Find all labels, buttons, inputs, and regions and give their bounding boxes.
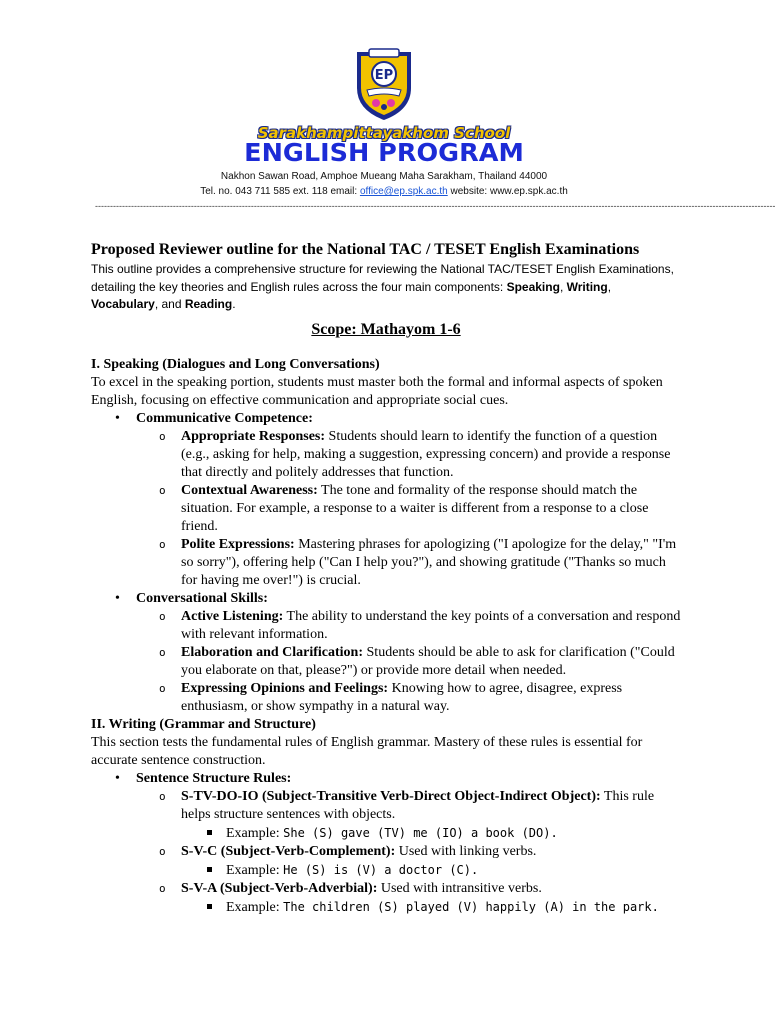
speaking-heading: I. Speaking (Dialogues and Long Conversations) bbox=[91, 356, 380, 372]
intro-comma: , bbox=[559, 279, 567, 294]
item-text: Mastering phrases for apologizing ("I apologize for the delay," "I'm so sorry"), offering help ("Can I help you?"), and showing gratitude ("Thanks so much for having me over!") is crucial. bbox=[181, 536, 677, 588]
item-term: Active Listening: bbox=[181, 608, 284, 624]
rule-text: Used with linking verbs. bbox=[395, 843, 537, 859]
writing-intro: This section tests the fundamental rules of English grammar. Mastery of these rules is essential for accurate sentence construction. bbox=[91, 734, 643, 768]
list-item bbox=[136, 843, 681, 880]
item-term: Polite Expressions: bbox=[181, 536, 295, 552]
speaking-intro: To excel in the speaking portion, students must master both the formal and informal aspects of spoken English, focusing on effective communication and appropriate social cues. bbox=[91, 374, 663, 408]
intro-text: This outline provides a comprehensive structure for reviewing the National TAC/TESET English Examinations, detailing the key theories and English rules across the four main components: bbox=[91, 262, 674, 294]
example-item bbox=[181, 824, 681, 843]
group-label: Conversational Skills: bbox=[136, 590, 268, 606]
list-item bbox=[136, 788, 681, 843]
contact-line bbox=[0, 184, 768, 199]
list-item bbox=[136, 608, 681, 644]
item-term: Expressing Opinions and Feelings: bbox=[181, 680, 389, 696]
rule-term: S-TV-DO-IO (Subject-Transitive Verb-Direct Object-Indirect Object): bbox=[181, 788, 601, 804]
program-name: ENGLISH PROGRAM bbox=[244, 138, 524, 167]
school-address: Nakhon Sawan Road, Amphoe Mueang Maha Sarakham, Thailand 44000 bbox=[220, 171, 548, 182]
example-code: The children (S) played (V) happily (A) in the park. bbox=[283, 899, 659, 914]
intro-period: . bbox=[232, 297, 236, 311]
rule-term: S-V-A (Subject-Verb-Adverbial): bbox=[181, 880, 378, 896]
header-divider: ----------------------------------------------------------------------------------------------------------------------------------------------------------------------------------------------------------------------------------- bbox=[95, 201, 776, 211]
list-item bbox=[91, 410, 681, 590]
intro-vocabulary: Vocabulary bbox=[91, 297, 155, 311]
speaking-list bbox=[91, 410, 681, 716]
sub-list bbox=[136, 608, 681, 716]
list-item bbox=[136, 644, 681, 680]
sub-list bbox=[136, 428, 681, 590]
example-list bbox=[181, 824, 681, 843]
sub-list bbox=[136, 788, 681, 917]
item-text: The tone and formality of the response should match the situation. For example, a response to a waiter is different from a response to a close friend. bbox=[181, 482, 649, 534]
rule-text: This rule helps structure sentences with objects. bbox=[181, 788, 655, 822]
example-code: He (S) is (V) a doctor (C). bbox=[283, 862, 479, 877]
item-term: Contextual Awareness: bbox=[181, 482, 318, 498]
example-item bbox=[181, 898, 681, 917]
school-name: Sarakhampittayakhom School bbox=[257, 124, 511, 142]
letterhead bbox=[0, 0, 776, 211]
item-text: Knowing how to agree, disagree, express enthusiasm, or show sympathy in a natural way. bbox=[181, 680, 623, 714]
example-code: She (S) gave (TV) me (IO) a book (DO). bbox=[283, 825, 558, 840]
group-label: Communicative Competence: bbox=[136, 410, 313, 426]
tel-text: Tel. no. 043 711 585 ext. 118 email: bbox=[200, 186, 360, 197]
writing-heading: II. Writing (Grammar and Structure) bbox=[91, 716, 316, 732]
list-item bbox=[136, 482, 681, 536]
example-list bbox=[181, 861, 681, 880]
item-term: Appropriate Responses: bbox=[181, 428, 326, 444]
document-body bbox=[91, 240, 681, 917]
svg-text:EP: EP bbox=[374, 68, 394, 83]
list-item bbox=[91, 590, 681, 716]
item-text: Students should be able to ask for clarification ("Could you elaborate on that, please?") or provide more detail when needed. bbox=[181, 644, 675, 678]
writing-list bbox=[91, 770, 681, 917]
list-item bbox=[136, 680, 681, 716]
website-text: website: www.ep.spk.ac.th bbox=[447, 186, 568, 197]
intro-comma: , bbox=[607, 279, 612, 294]
item-term: Elaboration and Clarification: bbox=[181, 644, 364, 660]
item-text: The ability to understand the key points of a conversation and respond with relevant information. bbox=[181, 608, 681, 642]
example-label: Example: bbox=[226, 862, 284, 878]
group-label: Sentence Structure Rules: bbox=[136, 770, 292, 786]
rule-text: Used with intransitive verbs. bbox=[377, 880, 542, 896]
list-item bbox=[136, 880, 681, 917]
list-item bbox=[136, 428, 681, 482]
intro-speaking: Speaking bbox=[506, 279, 560, 294]
school-crest-icon bbox=[353, 46, 415, 122]
list-item bbox=[91, 770, 681, 917]
intro-paragraph bbox=[91, 261, 681, 314]
email-link[interactable]: office@ep.spk.ac.th bbox=[359, 186, 448, 197]
example-label: Example: bbox=[226, 825, 284, 841]
document-title: Proposed Reviewer outline for the National TAC / TESET English Examinations bbox=[91, 241, 640, 258]
scope-heading: Scope: Mathayom 1-6 bbox=[311, 320, 461, 338]
item-text: Students should learn to identify the function of a question (e.g., asking for help, making a suggestion, expressing concern) and provide a response that directly and politely addresses that function. bbox=[181, 428, 671, 480]
intro-reading: Reading bbox=[184, 297, 233, 311]
rule-term: S-V-C (Subject-Verb-Complement): bbox=[181, 843, 396, 859]
example-list bbox=[181, 898, 681, 917]
intro-writing: Writing bbox=[566, 279, 608, 294]
example-item bbox=[181, 861, 681, 880]
intro-and: , and bbox=[154, 297, 185, 311]
list-item bbox=[136, 536, 681, 590]
example-label: Example: bbox=[226, 899, 284, 915]
